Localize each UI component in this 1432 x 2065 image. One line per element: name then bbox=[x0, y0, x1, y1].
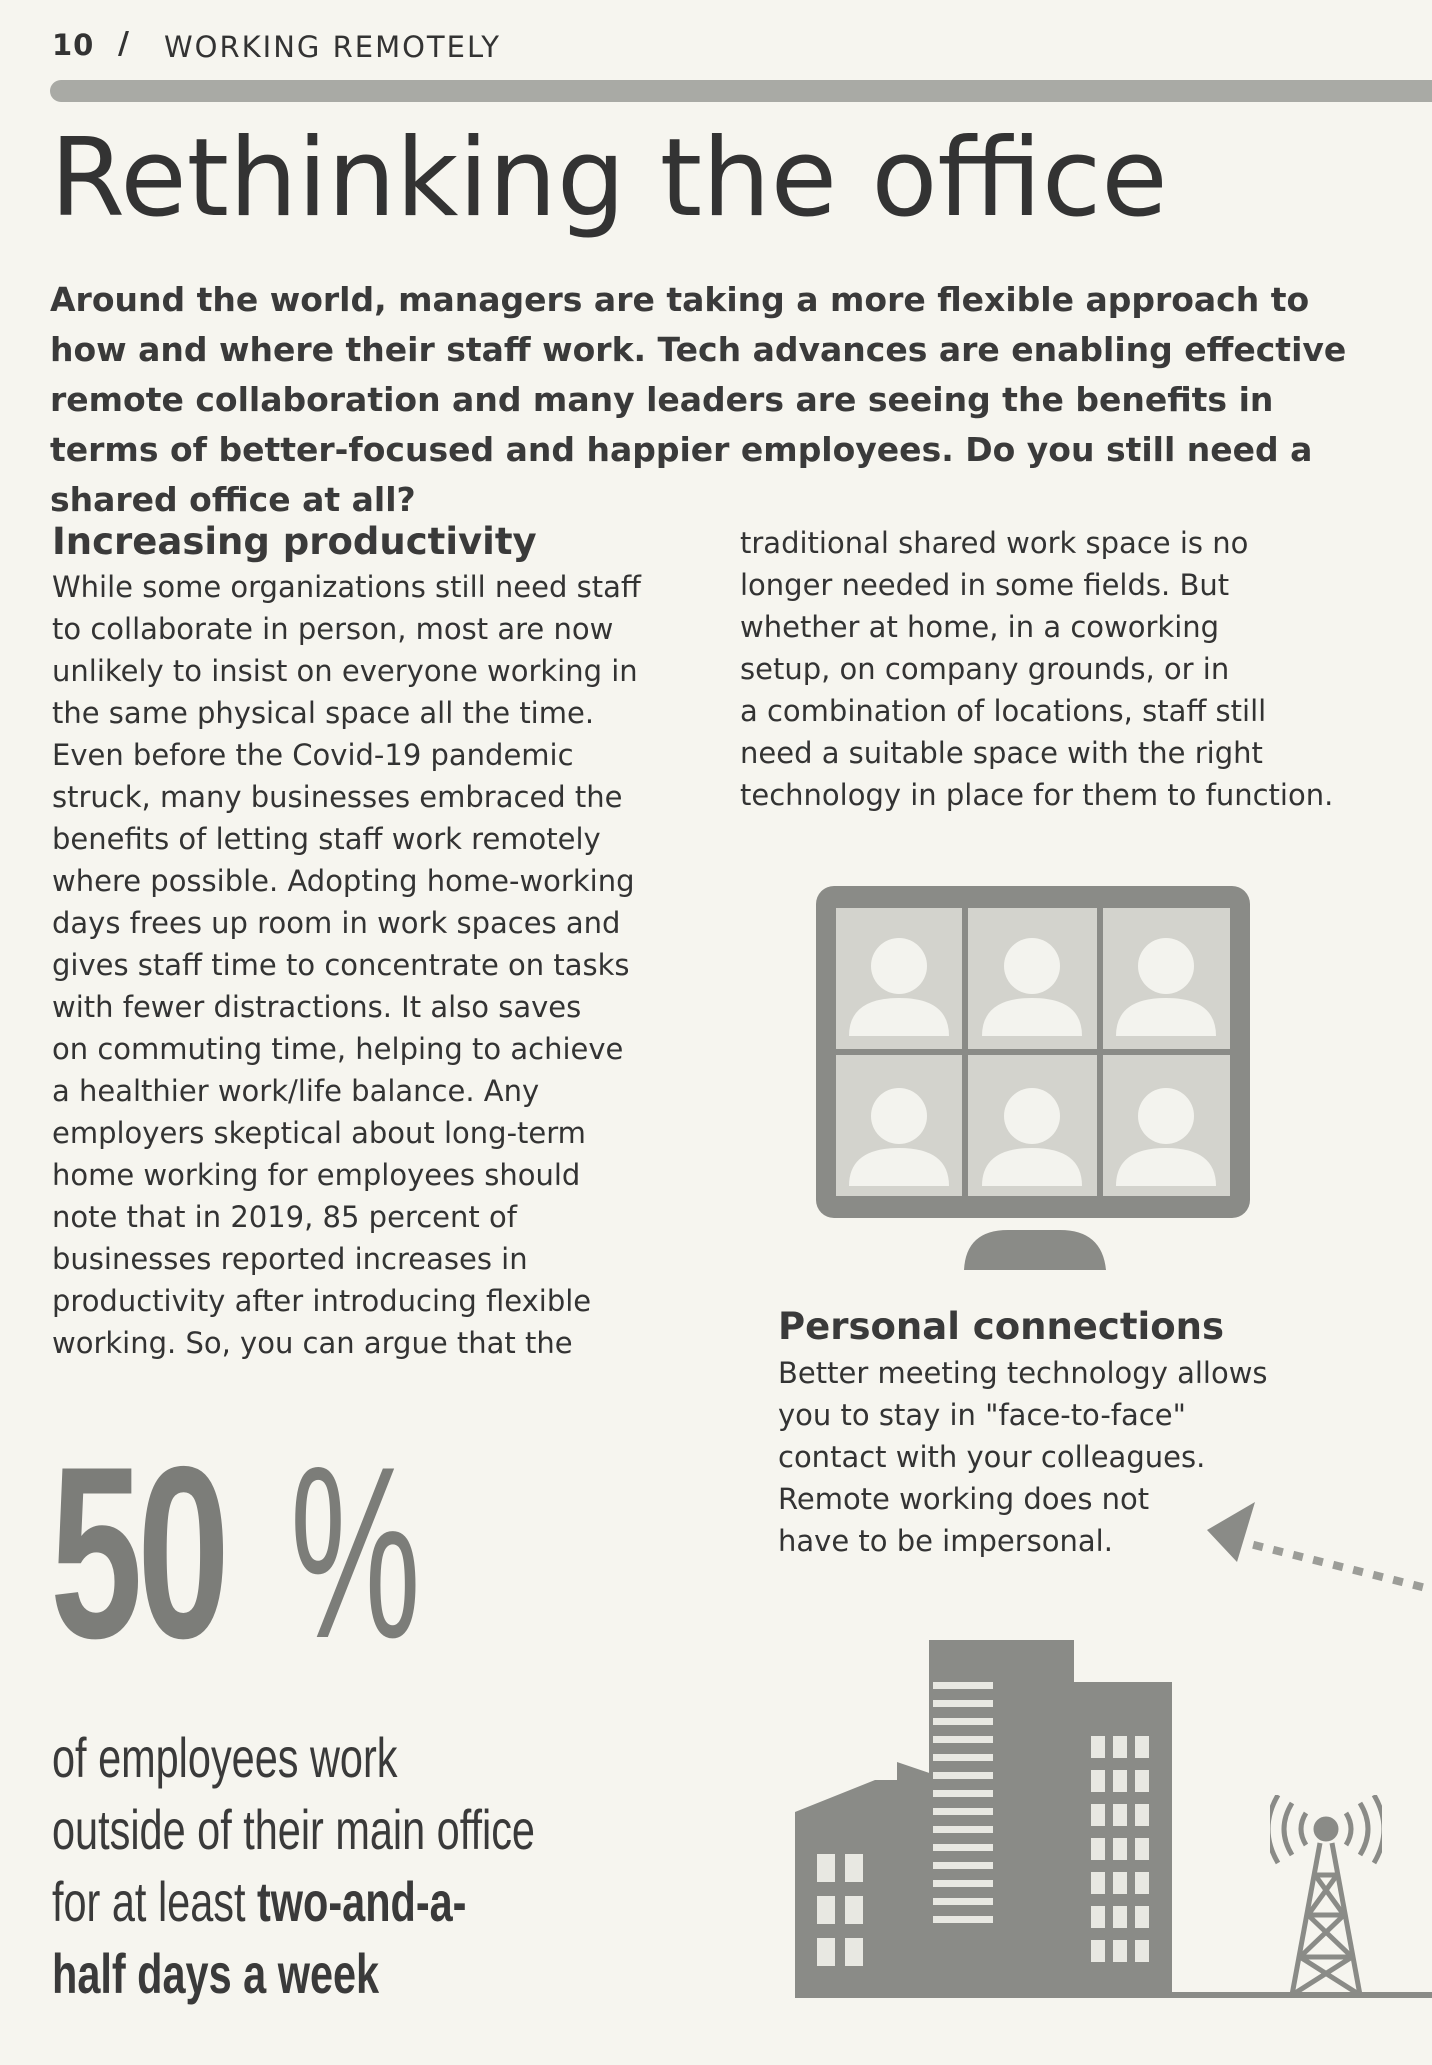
text-line: While some organizations still need staff bbox=[52, 570, 641, 604]
text-line: setup, on company grounds, or in bbox=[740, 652, 1230, 686]
text-line: a combination of locations, staff still bbox=[740, 694, 1267, 728]
video-call-monitor-icon bbox=[816, 886, 1254, 1272]
stat-line-bold: two-and-a- bbox=[257, 1870, 467, 1933]
text-line: a healthier work/life balance. Any bbox=[52, 1074, 540, 1108]
text-line: benefits of letting staff work remotely bbox=[52, 822, 601, 856]
text-line: employers skeptical about long-term bbox=[52, 1116, 586, 1150]
arrow-icon bbox=[1195, 1498, 1432, 1628]
text-line: the same physical space all the time. bbox=[52, 696, 595, 730]
text-line: contact with your colleagues. bbox=[778, 1440, 1206, 1474]
text-line: home working for employees should bbox=[52, 1158, 581, 1192]
text-line: note that in 2019, 85 percent of bbox=[52, 1200, 517, 1234]
text-line: gives staff time to concentrate on tasks bbox=[52, 948, 630, 982]
stat-percent-sign: % bbox=[290, 1415, 421, 1689]
stat-line-plain: for at least bbox=[52, 1870, 258, 1933]
radio-tower-icon bbox=[1270, 1795, 1382, 2000]
text-line: Even before the Covid-19 pandemic bbox=[52, 738, 574, 772]
text-line: on commuting time, helping to achieve bbox=[52, 1032, 624, 1066]
text-line: productivity after introducing flexible bbox=[52, 1284, 592, 1318]
text-line: need a suitable space with the right bbox=[740, 736, 1263, 770]
header-separator: / bbox=[118, 26, 129, 61]
page-number: 10 bbox=[52, 28, 95, 62]
text-line: days frees up room in work spaces and bbox=[52, 906, 621, 940]
text-line: have to be impersonal. bbox=[778, 1524, 1113, 1558]
text-line: you to stay in "face-to-face" bbox=[778, 1398, 1186, 1432]
stat-line: of employees work bbox=[52, 1726, 398, 1789]
text-line: Better meeting technology allows bbox=[778, 1356, 1268, 1390]
stat-line-bold: half days a week bbox=[52, 1942, 380, 2005]
text-line: unlikely to insist on everyone working in bbox=[52, 654, 638, 688]
productivity-column-2 bbox=[740, 522, 1420, 816]
page-title: Rethinking the office bbox=[50, 116, 1168, 241]
text-line: longer needed in some fields. But bbox=[740, 568, 1230, 602]
productivity-column-1 bbox=[52, 566, 702, 1364]
intro-paragraph: Around the world, managers are taking a more flexible approach to how and where their staff work. Tech advances are enabling effective remote collaboration and many leaders are seeing the benefits in terms of better-focused and happier employees. Do you still need a shared office at all? bbox=[50, 280, 1347, 519]
text-line: working. So, you can argue that the bbox=[52, 1326, 573, 1360]
text-line: whether at home, in a coworking bbox=[740, 610, 1220, 644]
text-line: where possible. Adopting home-working bbox=[52, 864, 635, 898]
text-line: with fewer distractions. It also saves bbox=[52, 990, 582, 1024]
text-line: technology in place for them to function. bbox=[740, 778, 1334, 812]
stat-number: 50 bbox=[50, 1415, 225, 1689]
text-line: traditional shared work space is no bbox=[740, 526, 1249, 560]
text-line: to collaborate in person, most are now bbox=[52, 612, 614, 646]
text-line: businesses reported increases in bbox=[52, 1242, 528, 1276]
stat-line: outside of their main office bbox=[52, 1798, 535, 1861]
stat-line bbox=[52, 1866, 466, 1938]
connections-heading: Personal connections bbox=[778, 1305, 1224, 1348]
header-rule bbox=[50, 80, 1432, 102]
stat-caption bbox=[52, 1722, 535, 2010]
productivity-heading: Increasing productivity bbox=[52, 520, 537, 563]
text-line: struck, many businesses embraced the bbox=[52, 780, 623, 814]
stat-line bbox=[52, 1938, 466, 2010]
section-label: WORKING REMOTELY bbox=[164, 30, 501, 64]
text-line: Remote working does not bbox=[778, 1482, 1150, 1516]
